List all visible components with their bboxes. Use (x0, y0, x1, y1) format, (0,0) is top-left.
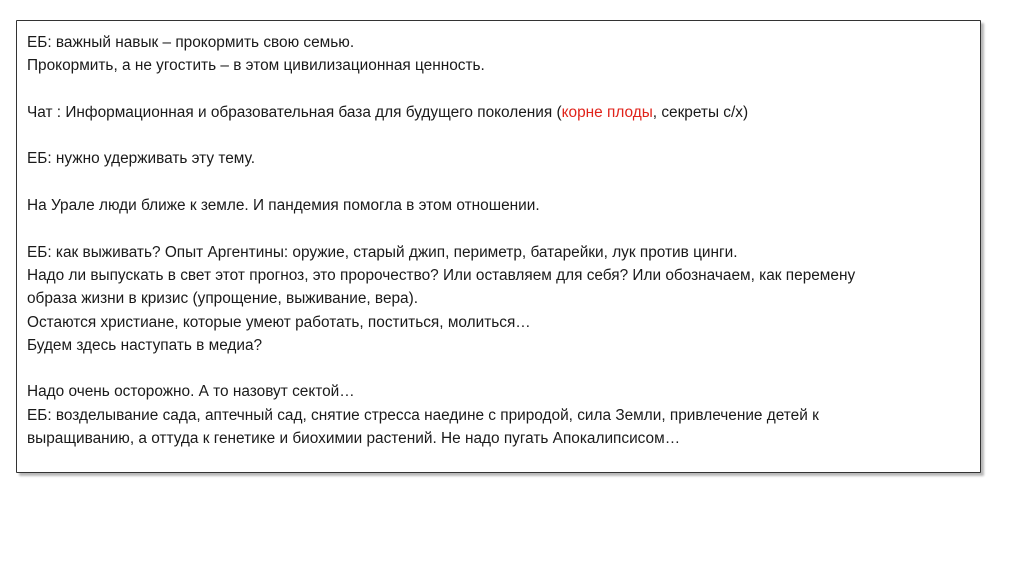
text-line: ЕБ: важный навык – прокормить свою семью. (27, 34, 355, 51)
text-line: образа жизни в кризис (упрощение, выживание, вера). (27, 290, 419, 308)
blank-line (27, 171, 972, 194)
text-line: На Урале люди ближе к земле. И пандемия помогла в этом отношении. (27, 197, 540, 215)
notes-text-box (16, 20, 981, 473)
text-line-with-highlight (27, 101, 972, 124)
blank-line (27, 124, 972, 147)
text-line: Будем здесь наступать в медиа? (27, 336, 263, 354)
blank-line (27, 78, 972, 101)
text-line: ЕБ: нужно удерживать эту тему. (27, 150, 255, 168)
highlighted-text: корне плоды (561, 103, 653, 121)
text-line: ЕБ: возделывание сада, аптечный сад, снятие стресса наедине с природой, сила Земли, привлечение детей к (27, 406, 819, 424)
text-segment: , секреты с/х) (652, 103, 749, 121)
text-line: Надо ли выпускать в свет этот прогноз, это пророчество? Или оставляем для себя? Или обозначаем, как перемену (27, 266, 856, 284)
text-line: Прокормить, а не угостить – в этом цивилизационная ценность. (27, 57, 485, 75)
blank-line (27, 217, 972, 240)
blank-line (27, 357, 972, 380)
text-line: Надо очень осторожно. А то назовут сектой… (27, 383, 355, 401)
text-segment: Чат : Информационная и образовательная база для будущего поколения ( (27, 103, 562, 121)
text-line: ЕБ: как выживать? Опыт Аргентины: оружие, старый джип, периметр, батарейки, лук против цинги. (27, 243, 738, 261)
text-line: выращиванию, а оттуда к генетике и биохимии растений. Не надо пугать Апокалипсисом… (27, 430, 681, 448)
text-line: Остаются христиане, которые умеют работать, поститься, молиться… (27, 313, 531, 331)
